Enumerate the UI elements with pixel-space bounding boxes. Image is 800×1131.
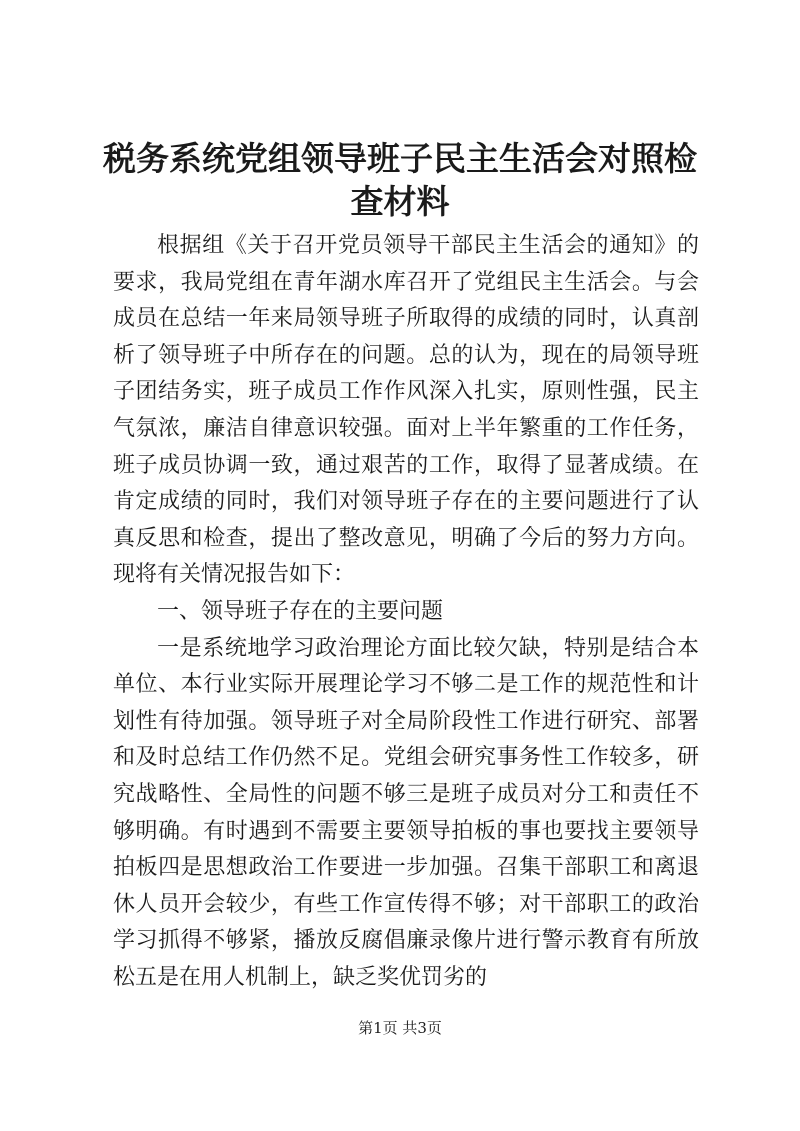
- document-title: 税务系统党组领导班子民主生活会对照检查材料: [103, 139, 697, 221]
- page-footer: 第1页 共3页: [358, 1019, 442, 1037]
- paragraph-intro: 根据组《关于召开党员领导干部民主生活会的通知》的要求，我局党组在青年湖水库召开了党组民主生活会。与会成员在总结一年来局领导班子所取得的成绩的同时，认真剖析了领导班子中所存在的问题。总的认为，现在的局领导班子团结务实，班子成员工作作风深入扎实，原则性强，民主气氛浓，廉洁自律意识较强。面对上半年繁重的工作任务，班子成员协调一致，通过艰苦的工作，取得了显著成绩。在肯定成绩的同时，我们对领导班子存在的主要问题进行了认真反思和检查，提出了整改意见，明确了今后的努力方向。现将有关情况报告如下：: [113, 233, 699, 588]
- paragraph-problems: 一是系统地学习政治理论方面比较欠缺，特别是结合本单位、本行业实际开展理论学习不够二是工作的规范性和计划性有待加强。领导班子对全局阶段性工作进行研究、部署和及时总结工作仍然不足。党组会研究事务性工作较多，研究战略性、全局性的问题不够三是班子成员对分工和责任不够明确。有时遇到不需要主要领导拍板的事也要找主要领导拍板四是思想政治工作要进一步加强。召集干部职工和离退休人员开会较少，有些工作宣传得不够；对干部职工的政治学习抓得不够紧，播放反腐倡廉录像片进行警示教育有所放松五是在用人机制上，缺乏奖优罚劣的: [113, 635, 699, 990]
- section-heading-problems: 一、领导班子存在的主要问题: [157, 598, 444, 624]
- document-body: [113, 228, 699, 996]
